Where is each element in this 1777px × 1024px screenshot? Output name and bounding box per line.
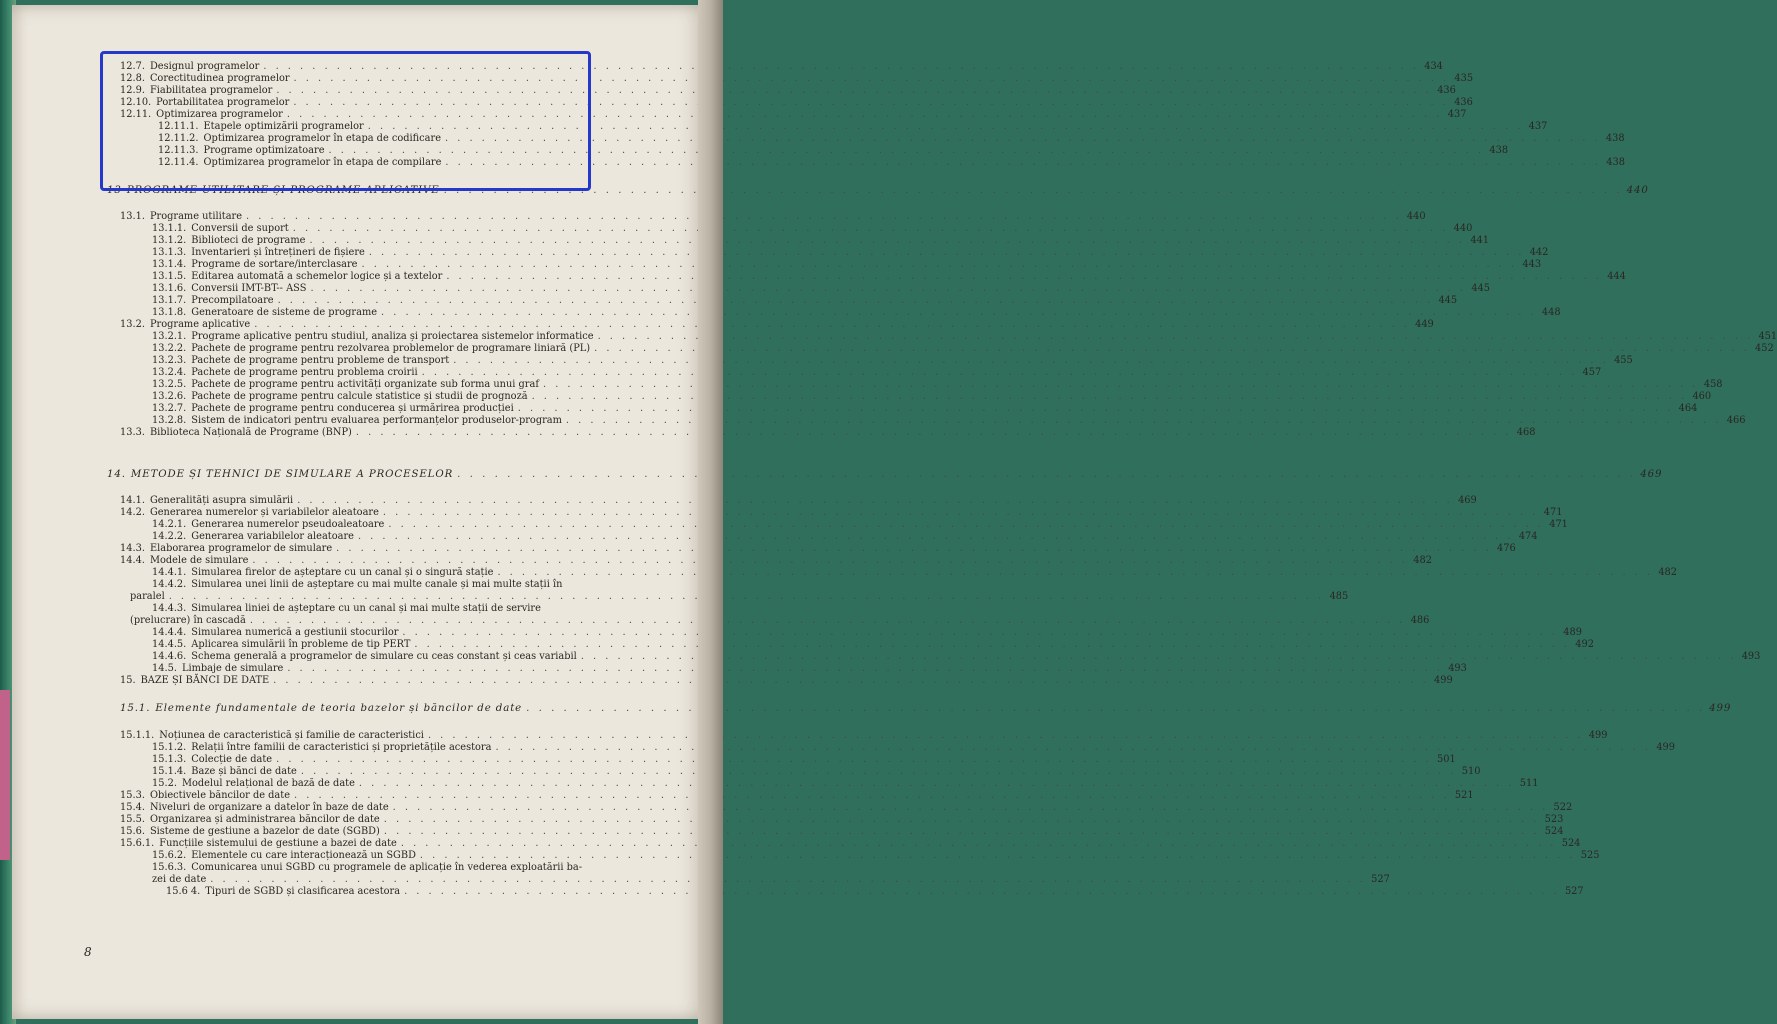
page-number: 8 [84, 945, 92, 959]
leader-dots [401, 838, 1557, 850]
toc-entry [152, 247, 1549, 259]
toc-entry-title: Programe aplicative [149, 319, 251, 330]
toc-entry-number: 14.4. [120, 555, 145, 566]
toc-entry [130, 615, 1430, 627]
toc-entry [120, 495, 1477, 507]
toc-entry-number: 15.6. [120, 826, 145, 837]
toc-entry [152, 567, 1678, 579]
toc-entry [152, 627, 1582, 639]
toc-entry-page: 464 [1678, 403, 1698, 414]
leader-dots [384, 826, 1540, 838]
toc-entry [120, 814, 1564, 826]
toc-entry-number: 12.11.4. [158, 157, 199, 168]
toc-entry-page: 486 [1410, 615, 1430, 626]
toc-entry-number: 14.4.6. [152, 651, 187, 662]
toc-entry-page: 457 [1582, 367, 1602, 378]
toc-entry-page: 444 [1607, 271, 1626, 282]
toc-entry-page: 499 [1656, 742, 1676, 753]
leader-dots [276, 754, 1432, 766]
toc-entry-title: Editarea automată a schemelor logice și a textelor [191, 271, 443, 282]
toc-entry-page: 449 [1415, 319, 1434, 330]
toc-entry-page: 440 [1406, 211, 1426, 222]
toc-entry-title: Generatoare de sisteme de programe [191, 307, 378, 318]
toc-entry-page: 443 [1522, 259, 1542, 270]
toc-entry-title: Baze și bănci de date [191, 766, 297, 777]
toc-entry-title: Obiectivele băncilor de date [149, 790, 291, 801]
toc-entry-number: 15.3. [120, 790, 145, 801]
toc-entry [120, 730, 1608, 742]
toc-entry-page: 527 [1371, 874, 1390, 885]
leader-dots [210, 874, 1366, 886]
toc-entry-number: 15.1. [120, 703, 151, 714]
leader-dots [402, 627, 1558, 639]
toc-entry-number: 12.10. [120, 97, 152, 108]
toc-entry-title: Schema generală a programelor de simulare cu ceas constant și ceas variabil [191, 651, 577, 662]
leader-dots [381, 307, 1537, 319]
toc-entry [152, 283, 1491, 295]
leader-dots [359, 778, 1515, 790]
toc-entry-number: 15. [120, 675, 136, 686]
toc-entry-title: Programe optimizatoare [203, 145, 325, 156]
leader-dots [566, 415, 1722, 427]
toc-entry-number: 13.2.3. [152, 355, 187, 366]
toc-entry-title: Generarea numerelor pseudoaleatoare [191, 519, 385, 530]
toc-entry-page: 499 [1434, 675, 1453, 686]
toc-entry-page: 511 [1519, 778, 1539, 789]
toc-entry-title: Optimizarea programelor în etapa de compilare [203, 157, 442, 168]
toc-entry [152, 742, 1676, 754]
toc-entry-page: 460 [1692, 391, 1712, 402]
toc-entry-title: Optimizarea programelor în etapa de codificare [203, 133, 441, 144]
leader-dots [457, 469, 1636, 481]
toc-entry-number: 15.1.2. [152, 742, 187, 753]
toc-entry-page: 527 [1564, 886, 1584, 897]
toc-entry-page: 522 [1553, 802, 1573, 813]
toc-entry-number: 13.1.8. [152, 307, 187, 318]
toc-entry-title: Pachete de programe pentru rezolvarea problemelor de programare liniară (PL) [191, 343, 591, 354]
leader-dots [445, 157, 1601, 169]
toc-entry-number: 13.1.6. [152, 283, 187, 294]
toc-entry-page: 441 [1470, 235, 1490, 246]
toc-entry-page: 435 [1454, 73, 1474, 84]
toc-entry [152, 766, 1481, 778]
toc-entry-page: 524 [1561, 838, 1581, 849]
toc-entry-title: Sistem de indicatori pentru evaluarea performanțelor produselor-program [191, 415, 562, 426]
leader-dots [444, 185, 1623, 197]
toc-entry-title: Biblioteca Națională de Programe (BNP) [149, 427, 352, 438]
toc-entry-title: Limbaje de simulare [181, 663, 284, 674]
toc-entry-page: 438 [1606, 157, 1625, 168]
toc-entry [152, 331, 1777, 343]
toc-entry-number: 13.2.7. [152, 403, 187, 414]
toc-entry-title: Elemente fundamentale de teoria bazelor și băncilor de date [155, 703, 523, 714]
toc-entry-title: Fiabilitatea programelor [149, 85, 273, 96]
toc-entry-title: BAZE ȘI BĂNCI DE DATE [140, 675, 270, 686]
leader-dots [388, 519, 1544, 531]
toc-entry-number: 12.11.2. [158, 133, 199, 144]
toc-entry-title: Funcțiile sistemului de gestiune a bazei de date [159, 838, 397, 849]
toc-entry-title: Simularea firelor de așteptare cu un canal și o singură stație [191, 567, 494, 578]
toc-entry-title: (prelucrare) în cascadă [130, 615, 246, 626]
toc-entry-number: 14.3. [120, 543, 145, 554]
leader-dots [445, 133, 1601, 145]
toc-entry-page: 466 [1726, 415, 1746, 426]
toc-entry-page: 455 [1614, 355, 1633, 366]
toc-entry-page: 524 [1544, 826, 1564, 837]
toc-entry [152, 367, 1602, 379]
leader-dots [446, 271, 1602, 283]
toc-entry-page: 474 [1518, 531, 1538, 542]
leader-dots [309, 235, 1465, 247]
toc-entry-title: Comunicarea unui SGBD cu programele de aplicație în vederea exploatării ba- [191, 862, 583, 873]
toc-entry-page: 482 [1658, 567, 1678, 578]
toc-entry-page: 525 [1580, 850, 1600, 861]
toc-entry-page: 469 [1458, 495, 1477, 506]
leader-dots [369, 247, 1525, 259]
toc-entry-number: 15.1.3. [152, 754, 187, 765]
toc-entry-title: Etapele optimizării programelor [203, 121, 364, 132]
toc-entry-title: Colecție de date [191, 754, 273, 765]
toc-entry-number: 15.6 4. [166, 886, 201, 897]
toc-entry-page: 499 [1588, 730, 1608, 741]
page-edge-shadow [698, 0, 723, 1024]
toc-entry-page: 499 [1709, 703, 1732, 714]
leader-dots [495, 742, 1651, 754]
toc-entry-page: 501 [1436, 754, 1456, 765]
toc-entry [120, 675, 1453, 687]
toc-entry-page: 476 [1497, 543, 1516, 554]
toc-entry-number: 14.1. [120, 495, 145, 506]
toc-entry-title: Simularea unei linii de așteptare cu mai multe canale și mai multe stații în [191, 579, 563, 590]
chapter-heading [107, 469, 1663, 481]
leader-dots [594, 343, 1750, 355]
toc-entry-title: Pachete de programe pentru conducerea și urmărirea producției [191, 403, 514, 414]
toc-entry [120, 838, 1581, 850]
toc-entry-number: 14.4.2. [152, 579, 187, 590]
toc-entry-title: Corectitudinea programelor [149, 73, 290, 84]
toc-entry-number: 15.1.4. [152, 766, 187, 777]
toc-entry [152, 259, 1542, 271]
toc-entry-title: Pachete de programe pentru probleme de transport [191, 355, 450, 366]
toc-entry-page: 510 [1461, 766, 1481, 777]
toc-entry [152, 579, 678, 591]
toc-entry-title: Modelul relațional de bază de date [181, 778, 355, 789]
toc-entry-page: 445 [1471, 283, 1491, 294]
highlight-annotation-box [100, 51, 591, 191]
toc-entry-title: Generarea variabilelor aleatoare [191, 531, 354, 542]
leader-dots [384, 814, 1540, 826]
toc-entry [152, 651, 1761, 663]
toc-entry-page: 448 [1541, 307, 1561, 318]
toc-entry-title: Pachete de programe pentru activități organizate sub forma unui graf [191, 379, 539, 390]
toc-entry-page: 493 [1448, 663, 1467, 674]
toc-entry-page: 442 [1529, 247, 1549, 258]
leader-dots [254, 319, 1410, 331]
toc-entry-number: 13.1.7. [152, 295, 187, 306]
toc-entry [166, 886, 1584, 898]
toc-entry-title: paralel [130, 591, 165, 602]
toc-entry-title: Aplicarea simulării în probleme de tip PERT [191, 639, 411, 650]
toc-entry-title: Simularea liniei de așteptare cu un canal și mai multe stații de servire [191, 603, 541, 614]
toc-entry-number: 14.4.4. [152, 627, 187, 638]
toc-entry [120, 427, 1536, 439]
toc-entry-number: 13.2.8. [152, 415, 187, 426]
toc-entry-page: 434 [1424, 61, 1443, 72]
toc-entry-number: 14.4.1. [152, 567, 187, 578]
toc-entry-title: Relații între familii de caracteristici și proprietățile acestora [191, 742, 492, 753]
leader-dots [252, 555, 1408, 567]
toc-entry-title: Elementele cu care interacționează un SGBD [191, 850, 416, 861]
toc-entry-page: 485 [1329, 591, 1349, 602]
leader-dots [310, 283, 1466, 295]
toc-entry [130, 591, 1349, 603]
leader-dots [518, 403, 1674, 415]
toc-entry-number: 15.5. [120, 814, 145, 825]
toc-entry [120, 555, 1432, 567]
toc-entry [152, 307, 1561, 319]
leader-dots [278, 295, 1434, 307]
toc-entry-title: Tipuri de SGBD și clasificarea acestora [205, 886, 401, 897]
toc-entry-page: 438 [1605, 133, 1625, 144]
toc-entry-title: Programe utilitare [149, 211, 243, 222]
toc-entry-title: Organizarea și administrarea băncilor de date [149, 814, 380, 825]
toc-entry-number: 14.4.5. [152, 639, 187, 650]
leader-dots [361, 259, 1517, 271]
leader-dots [393, 802, 1549, 814]
toc-entry-title: Precompilatoare [191, 295, 274, 306]
toc-entry-number: 13.1.3. [152, 247, 187, 258]
toc-entry-number: 12.11.3. [158, 145, 199, 156]
toc-entry [152, 531, 1538, 543]
toc-entry-number: 15.1.1. [120, 730, 155, 741]
toc-entry [152, 415, 1746, 427]
toc-entry-number: 14.4.3. [152, 603, 187, 614]
toc-entry-page: 445 [1438, 295, 1458, 306]
leader-dots [246, 211, 1402, 223]
toc-entry-title: Modele de simulare [149, 555, 249, 566]
toc-entry-number: 13.1.1. [152, 223, 187, 234]
toc-entry-page: 469 [1640, 469, 1663, 480]
leader-dots [301, 766, 1457, 778]
toc-entry-number: 13.1.5. [152, 271, 187, 282]
toc-entry-page: 489 [1563, 627, 1582, 638]
leader-dots [383, 507, 1539, 519]
toc-entry-page: 438 [1489, 145, 1509, 156]
leader-dots [422, 367, 1578, 379]
toc-entry [152, 271, 1626, 283]
toc-entry [152, 519, 1568, 531]
toc-entry-number: 13.2.5. [152, 379, 187, 390]
toc-entry-number: 14.2.1. [152, 519, 187, 530]
toc-entry [152, 862, 678, 874]
toc-entry [120, 211, 1426, 223]
leader-dots [336, 543, 1492, 555]
toc-entry-title: Noțiunea de caracteristică și familie de caracteristici [159, 730, 424, 741]
toc-entry [152, 343, 1774, 355]
toc-entry-title: Niveluri de organizare a datelor în baze de date [149, 802, 389, 813]
toc-entry [152, 223, 1473, 235]
toc-entry [120, 826, 1564, 838]
toc-entry-title: Conversii de suport [191, 223, 289, 234]
toc-entry [152, 874, 1390, 886]
toc-entry-number: 14. [107, 469, 126, 480]
toc-entry [152, 391, 1712, 403]
toc-entry [152, 663, 1467, 675]
toc-entry-title: Sisteme de gestiune a bazelor de date (SGBD) [149, 826, 380, 837]
book-page [12, 5, 1777, 1019]
toc-entry-number: 13.1.4. [152, 259, 187, 270]
toc-entry-page: 440 [1626, 185, 1649, 196]
toc-entry-title: Portabilitatea programelor [156, 97, 290, 108]
toc-entry-title: METODE ȘI TEHNICI DE SIMULARE A PROCESELOR [130, 469, 454, 480]
leader-dots [297, 495, 1453, 507]
toc-entry [152, 379, 1723, 391]
toc-entry-title: Optimizarea programelor [156, 109, 283, 120]
toc-entry-page: 440 [1453, 223, 1473, 234]
leader-dots [293, 223, 1449, 235]
toc-entry [120, 319, 1434, 331]
toc-entry-title: Pachete de programe pentru calcule statistice și studii de prognoză [191, 391, 528, 402]
leader-dots [287, 663, 1443, 675]
toc-entry-number: 13 [107, 185, 122, 196]
toc-entry-number: 13.2. [120, 319, 145, 330]
toc-entry-title: zei de date [152, 874, 207, 885]
toc-entry-number: 13.3. [120, 427, 145, 438]
leader-dots [404, 886, 1560, 898]
toc-entry-number: 12.7. [120, 61, 145, 72]
toc-entry [152, 295, 1458, 307]
leader-dots [414, 639, 1570, 651]
toc-entry-title: Designul programelor [149, 61, 260, 72]
toc-entry-number: 13.2.2. [152, 343, 187, 354]
toc-entry [152, 235, 1490, 247]
toc-entry [152, 403, 1698, 415]
toc-entry-title: Biblioteci de programe [191, 235, 306, 246]
toc-entry [152, 355, 1633, 367]
leader-dots [169, 591, 1325, 603]
toc-entry-title: Elaborarea programelor de simulare [149, 543, 333, 554]
toc-entry-page: 436 [1437, 85, 1456, 96]
toc-entry-page: 492 [1575, 639, 1594, 650]
toc-entry [152, 754, 1456, 766]
toc-entry [152, 639, 1594, 651]
toc-entry-number: 12.11. [120, 109, 152, 120]
toc-entry-page: 437 [1528, 121, 1548, 132]
toc-entry-number: 14.5. [152, 663, 177, 674]
leader-dots [356, 427, 1512, 439]
leader-dots [428, 730, 1584, 742]
toc-entry-number: 15.6.2. [152, 850, 187, 861]
toc-entry-title: Programe aplicative pentru studiul, analiza și proiectarea sistemelor informatice [191, 331, 594, 342]
toc-entry-number: 13.2.6. [152, 391, 187, 402]
toc-entry [120, 802, 1573, 814]
toc-entry [152, 850, 1600, 862]
toc-entry [120, 790, 1474, 802]
toc-entry-number: 15.4. [120, 802, 145, 813]
toc-entry-title: Simularea numerică a gestiunii stocurilor [191, 627, 399, 638]
leader-dots [358, 531, 1514, 543]
toc-entry [120, 507, 1563, 519]
toc-entry-number: 12.9. [120, 85, 145, 96]
toc-entry-page: 451 [1758, 331, 1777, 342]
toc-entry-page: 471 [1549, 519, 1568, 530]
toc-entry-title: Generarea numerelor și variabilelor aleatoare [149, 507, 379, 518]
toc-entry-page: 452 [1755, 343, 1774, 354]
leader-dots [453, 355, 1609, 367]
leader-dots [581, 651, 1737, 663]
toc-entry-number: 14.2.2. [152, 531, 187, 542]
toc-entry [152, 603, 678, 615]
toc-entry-page: 521 [1454, 790, 1474, 801]
toc-entry-title: Programe de sortare/interclasare [191, 259, 358, 270]
toc-entry-number: 12.11.1. [158, 121, 199, 132]
toc-entry-page: 436 [1454, 97, 1473, 108]
toc-entry-number: 15.6.3. [152, 862, 187, 873]
toc-entry-page: 523 [1544, 814, 1564, 825]
toc-entry-number: 12.8. [120, 73, 145, 84]
toc-entry-number: 13.1.2. [152, 235, 187, 246]
toc-entry-page: 471 [1543, 507, 1563, 518]
leader-dots [598, 331, 1754, 343]
toc-entry-page: 458 [1703, 379, 1723, 390]
toc-entry-page: 493 [1741, 651, 1761, 662]
toc-entry-number: 14.2. [120, 507, 145, 518]
chapter-heading [120, 703, 1732, 715]
toc-entry-title: Inventarieri și întrețineri de fișiere [191, 247, 365, 258]
leader-dots [273, 675, 1429, 687]
toc-entry-title: Pachete de programe pentru problema croirii [191, 367, 418, 378]
toc-entry [120, 543, 1516, 555]
toc-entry-number: 13.2.4. [152, 367, 187, 378]
leader-dots [294, 790, 1450, 802]
toc-entry-number: 15.6.1. [120, 838, 155, 849]
toc-entry-title: PROGRAME UTILITARE ȘI PROGRAME APLICATIVE [126, 185, 440, 196]
toc-entry-number: 13.1. [120, 211, 145, 222]
toc-entry-title: Generalități asupra simulării [149, 495, 294, 506]
toc-entry-page: 437 [1447, 109, 1467, 120]
leader-dots [250, 615, 1406, 627]
toc-entry-page: 482 [1413, 555, 1432, 566]
leader-dots [497, 567, 1653, 579]
leader-dots [420, 850, 1576, 862]
toc-entry-page: 468 [1516, 427, 1536, 438]
toc-entry [152, 778, 1539, 790]
toc-entry-number: 13.2.1. [152, 331, 187, 342]
left-edge-pink-mark [0, 690, 10, 860]
toc-entry-title: Conversii IMT-BT-- ASS [191, 283, 307, 294]
toc-entry-number: 15.2. [152, 778, 177, 789]
